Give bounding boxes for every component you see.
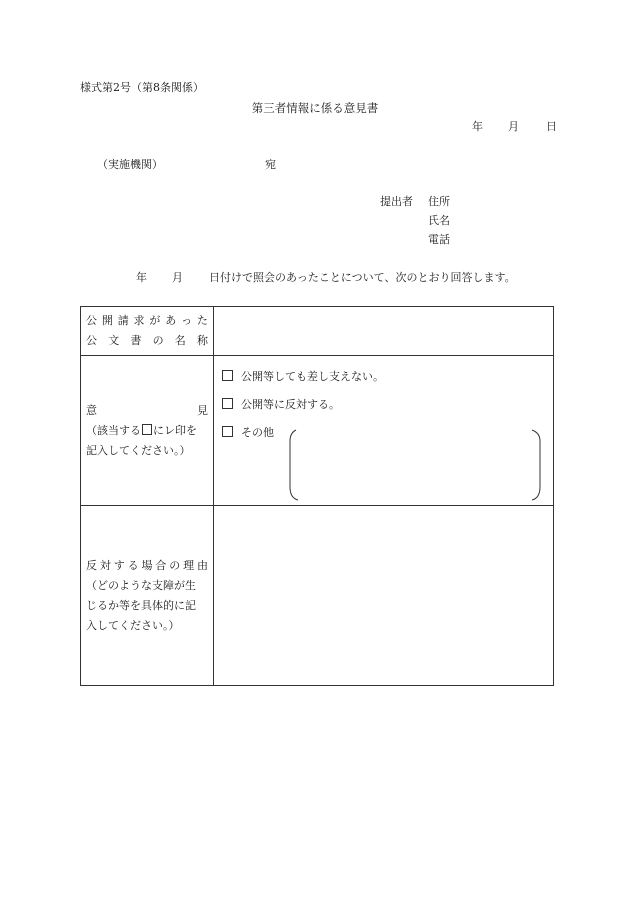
submitter-label: 提出者 [380,195,413,208]
date-year: 年 [472,120,483,133]
other-details-bracket-area[interactable] [286,429,544,501]
form-title: 第三者情報に係る意見書 [251,101,379,115]
doc-name-label-line2: 公 文 書 の 名 称 [86,334,208,347]
submitter-phone-label: 電話 [428,233,450,246]
checkbox-no-objection[interactable] [222,370,233,381]
intro-month: 月 [172,271,183,284]
checkbox-oppose[interactable] [222,398,233,409]
reason-row [81,506,554,686]
opinion-label-title: 意 見 [86,403,208,417]
doc-name-row [81,307,554,356]
option-no-objection[interactable]: 公開等しても差し支えない。 [222,370,384,384]
opinion-row [81,356,554,506]
submitter-name-label: 氏名 [428,214,450,227]
reason-label-line3: 入してください。） [86,618,180,632]
opinion-label [81,356,214,506]
checkbox-glyph-icon [142,424,152,435]
reason-label-title: 反 対 す る 場 合 の 理 由 [86,558,208,572]
intro-year: 年 [136,271,147,284]
intro-sentence [136,271,516,285]
date-day: 日 [546,120,557,133]
opinion-options-cell [214,356,554,506]
reason-label-line2: じるか等を具体的に記 [86,598,196,612]
option-other[interactable]: その他 [222,426,274,440]
checkbox-other[interactable] [222,426,233,437]
left-bracket-icon [290,430,298,500]
date-line [472,120,557,134]
form-number: 様式第2号（第8条関係） [80,81,204,94]
option-oppose[interactable]: 公開等に反対する。 [222,398,340,412]
intro-text: 日付けで照会のあったことについて、次のとおり回答します。 [209,271,516,284]
doc-name-input-cell[interactable] [214,307,554,356]
opinion-form-table [80,306,554,686]
addressee-agency: （実施機関） [97,158,163,171]
opinion-label-line2: 記入してください。） [86,443,191,457]
doc-name-label-line1: 公 開 請 求 が あ っ た [86,314,208,327]
reason-input-cell[interactable] [214,506,554,686]
date-month: 月 [508,120,519,133]
reason-label [81,506,214,686]
submitter-address-label: 住所 [428,195,450,208]
opinion-label-line1: （該当する にレ印を [86,423,197,437]
right-bracket-icon [532,430,540,500]
addressee-suffix: 宛 [265,158,276,171]
doc-name-label [81,307,214,356]
reason-label-line1: （どのような支障が生 [86,578,196,592]
